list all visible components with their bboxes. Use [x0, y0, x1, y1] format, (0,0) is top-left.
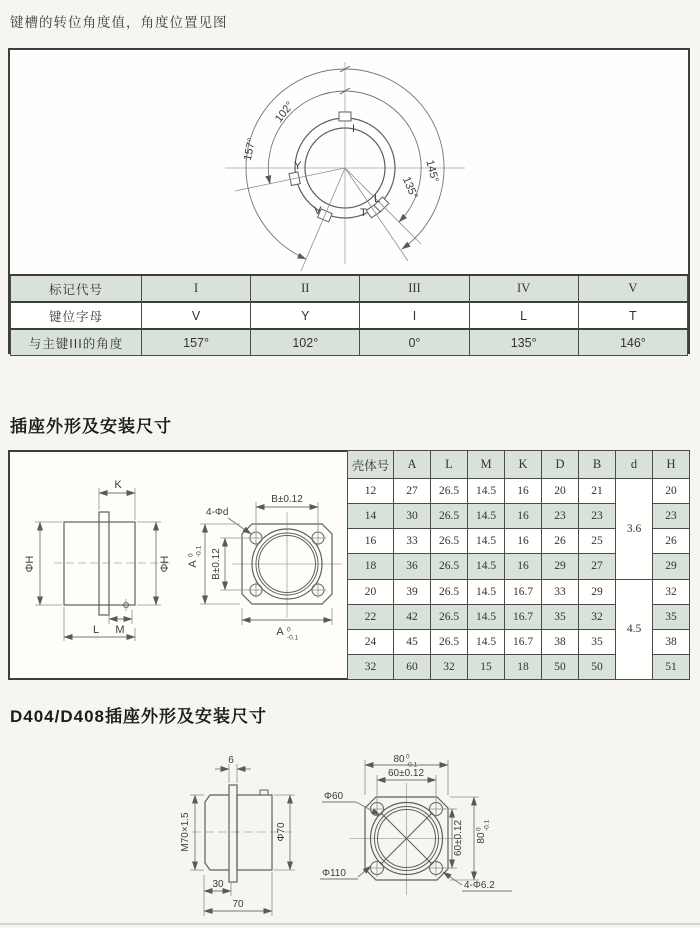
cell: 16.7 — [505, 579, 542, 604]
section-title-d404: D404/D408插座外形及安装尺寸 — [10, 707, 268, 726]
cell: 14.5 — [468, 629, 505, 654]
svg-text:0: 0 — [187, 553, 195, 557]
cell: 50 — [579, 654, 616, 679]
cell: 26 — [653, 529, 690, 554]
cell: 14.5 — [468, 554, 505, 579]
svg-text:-0.1: -0.1 — [195, 545, 203, 557]
radial-line-102 — [235, 168, 345, 191]
cell: 16 — [505, 479, 542, 504]
cell: 35 — [653, 604, 690, 629]
cell: 29 — [542, 554, 579, 579]
header-cell: D — [542, 451, 579, 479]
cell: 15 — [468, 654, 505, 679]
key-letter-Y: Y — [294, 160, 302, 172]
dim-label-A-bottom — [276, 626, 298, 642]
table-header-row — [348, 451, 690, 479]
cell: 146° — [578, 329, 687, 356]
cell: 16.7 — [505, 629, 542, 654]
header-cell: 壳体号 — [348, 451, 394, 479]
svg-text:A: A — [187, 560, 199, 568]
dim-label-70: 70 — [232, 899, 244, 910]
table-row — [348, 479, 690, 504]
header-cell: H — [653, 451, 690, 479]
header-cell: B — [579, 451, 616, 479]
svg-text:0: 0 — [287, 626, 291, 634]
cell: I — [360, 302, 469, 329]
cell: 32 — [431, 654, 468, 679]
cell: 20 — [348, 579, 394, 604]
keyway-angle-diagram — [10, 50, 688, 274]
dim-label-M: M — [115, 624, 125, 636]
cell: 135° — [469, 329, 578, 356]
cell: 32 — [579, 604, 616, 629]
key-position-table — [10, 274, 688, 356]
leader-4phid — [228, 518, 251, 534]
svg-text:80: 80 — [393, 754, 405, 765]
dim-label-phiH-left: ΦH — [24, 555, 36, 573]
header-cell: L — [431, 451, 468, 479]
row-header: 与主键III的角度 — [11, 329, 142, 356]
dim-label-B-top: B±0.12 — [271, 494, 303, 505]
cell: 16 — [505, 529, 542, 554]
key-letter-I: I — [352, 123, 356, 135]
socket-dimensions-panel — [8, 450, 690, 680]
cell: 36 — [394, 554, 431, 579]
table-row — [11, 302, 688, 329]
cell: IV — [469, 275, 578, 302]
page-bottom-edge — [0, 923, 700, 925]
key-boss — [260, 790, 268, 795]
angle-label-157: 157° — [241, 136, 259, 162]
cell: V — [578, 275, 687, 302]
cell: 35 — [542, 604, 579, 629]
cell: 45 — [394, 629, 431, 654]
dim-label-phi60: Φ60 — [324, 791, 344, 802]
svg-text:-0.1: -0.1 — [406, 761, 418, 769]
section-title-socket: 插座外形及安装尺寸 — [10, 417, 172, 436]
cell: Y — [251, 302, 360, 329]
header-cell: A — [394, 451, 431, 479]
cell: 14.5 — [468, 479, 505, 504]
cell: 32 — [348, 654, 394, 679]
svg-text:80: 80 — [476, 832, 487, 844]
key-letter-T: T — [360, 207, 367, 219]
header-cell: d — [616, 451, 653, 479]
dim-label-K: K — [114, 479, 122, 491]
cell: 23 — [542, 504, 579, 529]
mounting-flange — [229, 785, 237, 882]
mounting-flange — [99, 512, 109, 615]
table-row — [11, 329, 688, 356]
socket-outline-drawing — [10, 452, 348, 678]
row-header: 键位字母 — [11, 302, 142, 329]
angle-label-145: 145° — [423, 158, 441, 184]
cell: 16 — [348, 529, 394, 554]
cell: 20 — [653, 479, 690, 504]
cell: 50 — [542, 654, 579, 679]
svg-text:0: 0 — [475, 827, 483, 831]
cell: 26.5 — [431, 504, 468, 529]
dimension-table — [347, 450, 690, 680]
cell: 23 — [653, 504, 690, 529]
cell: 16.7 — [505, 604, 542, 629]
row-header: 标记代号 — [11, 275, 142, 302]
dim-label-phi110: Φ110 — [322, 868, 346, 879]
svg-text:-0.1: -0.1 — [287, 634, 299, 642]
cell: 14.5 — [468, 604, 505, 629]
header-cell: K — [505, 451, 542, 479]
leader-phi60 — [356, 802, 380, 815]
table-row — [348, 579, 690, 604]
cell: 33 — [394, 529, 431, 554]
cell: 18 — [348, 554, 394, 579]
angle-label-102: 102° — [272, 99, 297, 125]
cell: 16 — [505, 504, 542, 529]
cell: 14.5 — [468, 529, 505, 554]
keyway-diagram-panel — [8, 48, 690, 354]
cell: 60 — [394, 654, 431, 679]
cell: 42 — [394, 604, 431, 629]
cell: 14 — [348, 504, 394, 529]
table-row — [11, 275, 688, 302]
cell: 26.5 — [431, 604, 468, 629]
cell: 38 — [542, 629, 579, 654]
cell: 16 — [505, 554, 542, 579]
cell: 24 — [348, 629, 394, 654]
cell: I — [142, 275, 251, 302]
angle-label-135: 135° — [399, 175, 420, 201]
dim-label-M70: M70×1.5 — [180, 812, 191, 852]
dim-label-L: L — [92, 624, 100, 636]
cell: 35 — [579, 629, 616, 654]
cell: 25 — [579, 529, 616, 554]
cell: 33 — [542, 579, 579, 604]
cell: V — [142, 302, 251, 329]
dim-label-4phi62: 4-Φ6.2 — [464, 880, 495, 891]
cell: 22 — [348, 604, 394, 629]
cell: 26.5 — [431, 529, 468, 554]
dim-label-60-top: 60±0.12 — [387, 768, 425, 779]
dim-label-30: 30 — [212, 879, 224, 890]
cell: III — [360, 275, 469, 302]
cell: 30 — [394, 504, 431, 529]
cell: 20 — [542, 479, 579, 504]
dim-label-80-top — [393, 754, 417, 769]
cell: 21 — [579, 479, 616, 504]
dim-label-6: 6 — [228, 755, 234, 766]
d404-outline-drawing — [0, 735, 700, 925]
radial-line-146 — [345, 168, 408, 261]
dim-label-80-right — [476, 819, 491, 843]
key-letter-L: L — [374, 193, 381, 205]
svg-text:A: A — [276, 626, 284, 638]
dim-label-phi70: Φ70 — [276, 822, 287, 842]
header-cell: M — [468, 451, 505, 479]
leader-4phi62 — [443, 872, 462, 885]
cell: 27 — [579, 554, 616, 579]
cell: 102° — [251, 329, 360, 356]
cell: 23 — [579, 504, 616, 529]
keyway-notch-I — [339, 112, 351, 121]
cell: 18 — [505, 654, 542, 679]
cell: 26.5 — [431, 579, 468, 604]
cell: L — [469, 302, 578, 329]
cell: 26.5 — [431, 629, 468, 654]
svg-text:0: 0 — [406, 753, 410, 761]
cell-d-merged: 4.5 — [616, 579, 653, 680]
cell: 0° — [360, 329, 469, 356]
cell: 29 — [579, 579, 616, 604]
dim-label-60-right: 60±0.12 — [453, 819, 464, 857]
dim-label-phiH-right: ΦH — [159, 555, 171, 573]
cell-d-merged: 3.6 — [616, 479, 653, 580]
cell: 14.5 — [468, 579, 505, 604]
dim-label-B-left: B±0.12 — [211, 548, 222, 580]
cell: 29 — [653, 554, 690, 579]
cell: 157° — [142, 329, 251, 356]
cell: 27 — [394, 479, 431, 504]
dim-label-A-left — [187, 545, 203, 567]
cell: 38 — [653, 629, 690, 654]
cell: 14.5 — [468, 504, 505, 529]
cell: II — [251, 275, 360, 302]
dim-label-4phid: 4-Φd — [206, 507, 229, 518]
thread-cap-outline — [205, 795, 229, 870]
key-letter-V: V — [314, 205, 322, 217]
cell: 32 — [653, 579, 690, 604]
cell: 12 — [348, 479, 394, 504]
cell: 51 — [653, 654, 690, 679]
cell: 26.5 — [431, 479, 468, 504]
rear-body — [237, 795, 272, 870]
cell: T — [578, 302, 687, 329]
cell: 26 — [542, 529, 579, 554]
cell: 26.5 — [431, 554, 468, 579]
svg-text:-0.1: -0.1 — [483, 819, 491, 831]
cell: 39 — [394, 579, 431, 604]
intro-text: 键槽的转位角度值，角度位置见图 — [10, 15, 228, 30]
